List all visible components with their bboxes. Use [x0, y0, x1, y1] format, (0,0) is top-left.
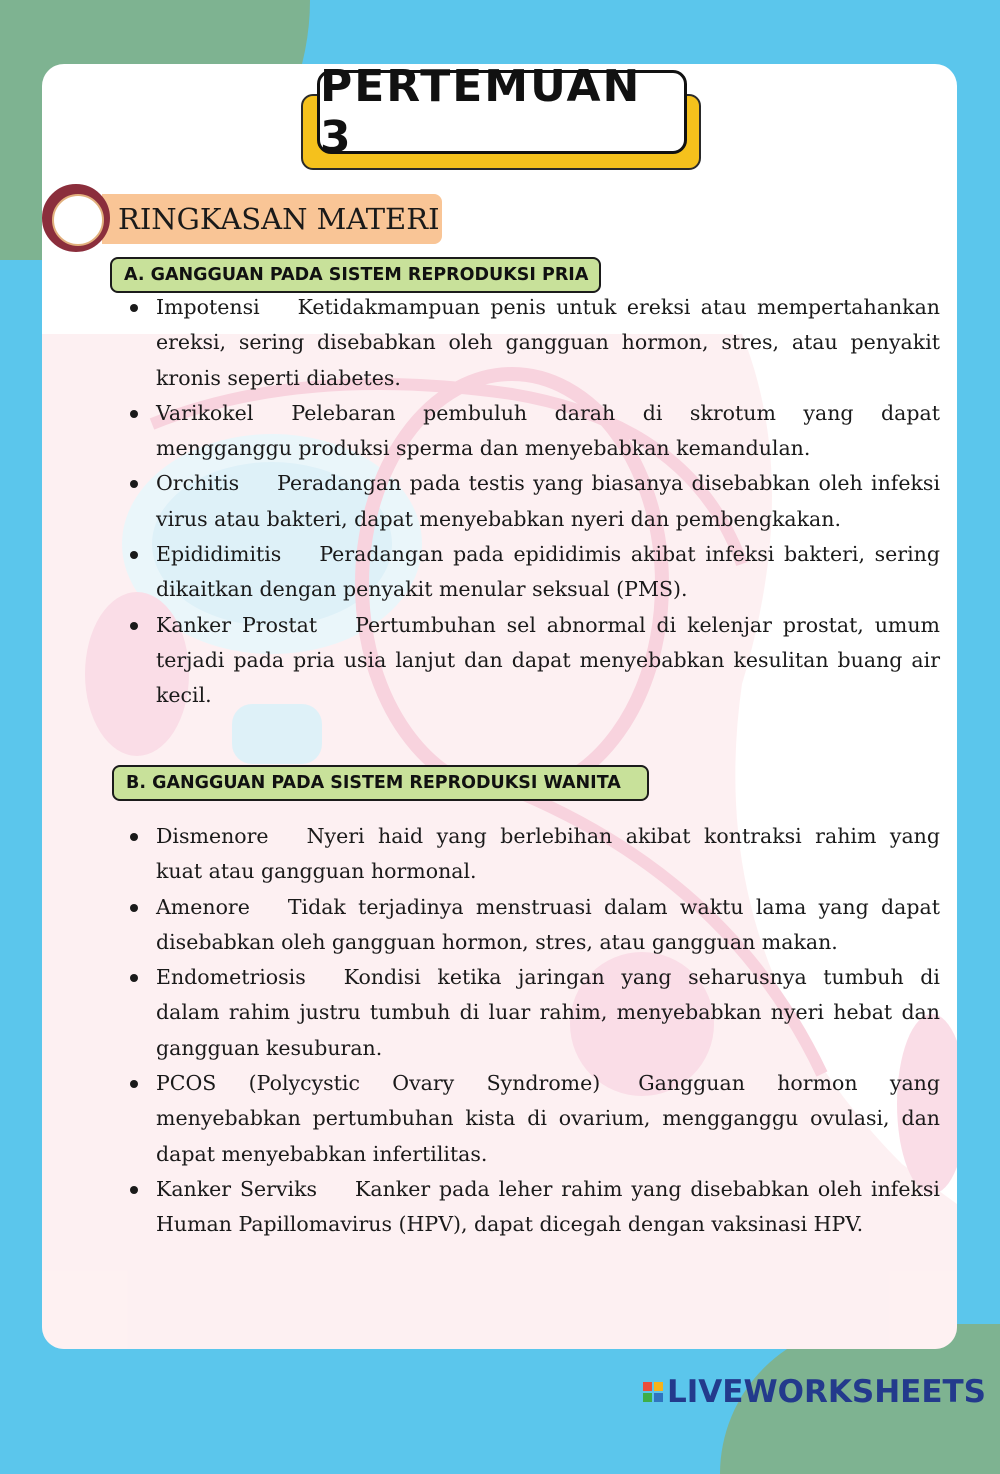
item-desc: Ketidakmampuan penis untuk ereksi atau mempertahankan ereksi, sering disebabkan oleh gangguan hormon, stres, atau penyakit kronis seperti diabetes.	[156, 295, 940, 390]
liveworksheets-logo[interactable]	[643, 1374, 986, 1410]
list-item	[122, 608, 940, 714]
section-title: RINGKASAN MATERI	[118, 202, 440, 236]
sub-heading-wanita-text: B. GANGGUAN PADA SISTEM REPRODUKSI WANITA	[126, 773, 621, 793]
item-desc: Peradangan pada testis yang biasanya disebabkan oleh infeksi virus atau bakteri, dapat menyebabkan nyeri dan pembengkakan.	[156, 471, 940, 531]
item-desc: Nyeri haid yang berlebihan akibat kontraksi rahim yang kuat atau gangguan hormonal.	[156, 824, 940, 884]
sub-heading-pria	[110, 257, 601, 293]
logo-tile	[643, 1393, 652, 1402]
worksheet-card	[42, 64, 957, 1349]
sub-heading-pria-text: A. GANGGUAN PADA SISTEM REPRODUKSI PRIA	[124, 265, 589, 285]
sub-heading-wanita	[112, 765, 649, 801]
list-item	[122, 396, 940, 467]
item-term: Orchitis	[156, 471, 240, 496]
logo-tile	[654, 1382, 663, 1391]
item-term: Amenore	[156, 894, 250, 919]
item-term: Impotensi	[156, 295, 260, 319]
logo-tile	[643, 1382, 652, 1391]
page-title: PERTEMUAN 3	[320, 64, 642, 163]
item-desc: Peradangan pada epididimis akibat infeksi bakteri, sering dikaitkan dengan penyakit menular seksual (PMS).	[156, 542, 940, 602]
item-desc: Pertumbuhan sel abnormal di kelenjar prostat, umum terjadi pada pria usia lanjut dan dapat menyebabkan kesulitan buang air kecil.	[156, 612, 940, 708]
item-term: Dismenore	[156, 824, 269, 848]
list-item	[122, 890, 940, 961]
logo-tile	[654, 1393, 663, 1402]
item-term: Varikokel	[156, 400, 254, 425]
item-desc: Kanker pada leher rahim yang disebabkan oleh infeksi Human Papillomavirus (HPV), dapat dicegah dengan vaksinasi HPV.	[156, 1176, 940, 1237]
ring-badge-icon	[42, 184, 110, 252]
item-term: Kanker Prostat	[156, 612, 318, 637]
list-item	[122, 960, 940, 1066]
item-term: PCOS (Polycystic Ovary Syndrome)	[156, 1071, 601, 1096]
list-wanita	[122, 819, 940, 1243]
item-term: Kanker Serviks	[156, 1176, 318, 1201]
logo-mark-icon	[643, 1382, 663, 1402]
title-box	[317, 64, 687, 163]
item-term: Endometriosis	[156, 965, 306, 990]
brand-name: LIVEWORKSHEETS	[667, 1374, 986, 1410]
section-banner	[102, 194, 442, 244]
ring-inner	[52, 194, 104, 246]
list-item	[122, 819, 940, 890]
list-item	[122, 1172, 940, 1243]
item-term: Epididimitis	[156, 542, 282, 567]
item-desc: Tidak terjadinya menstruasi dalam waktu lama yang dapat disebabkan oleh gangguan hormon, stres, atau gangguan makan.	[156, 894, 940, 954]
item-desc: Kondisi ketika jaringan yang seharusnya tumbuh di dalam rahim justru tumbuh di luar rahim, menyebabkan nyeri hebat dan gangguan kesuburan.	[156, 965, 940, 1060]
list-pria	[122, 290, 940, 714]
list-item	[122, 1066, 940, 1172]
list-item	[122, 537, 940, 608]
item-desc: Pelebaran pembuluh darah di skrotum yang dapat mengganggu produksi sperma dan menyebabkan kemandulan.	[156, 400, 940, 461]
list-item	[122, 290, 940, 396]
item-desc: Gangguan hormon yang menyebabkan pertumbuhan kista di ovarium, mengganggu ovulasi, dan dapat menyebabkan infertilitas.	[156, 1071, 940, 1166]
list-item	[122, 466, 940, 537]
